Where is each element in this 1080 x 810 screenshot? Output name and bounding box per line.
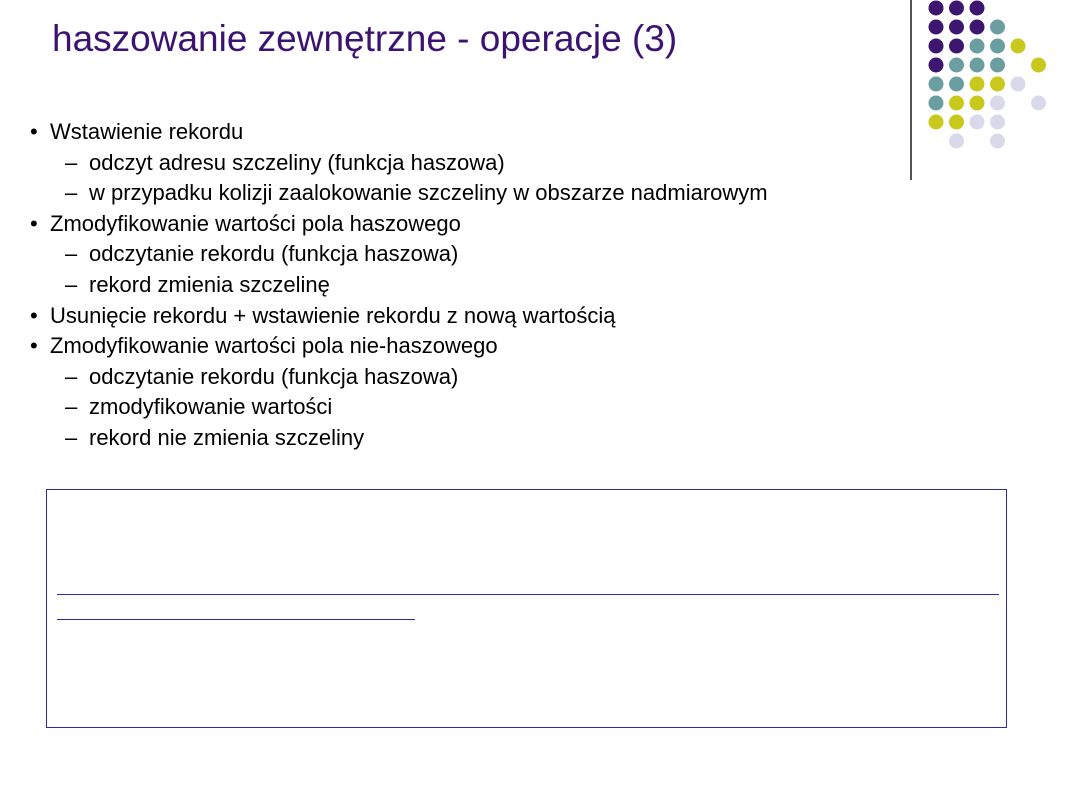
sub-bullet-text: odczyt adresu szczeliny (funkcja haszowa) (89, 149, 505, 175)
dash-marker: – (65, 180, 78, 206)
decorative-dot (929, 39, 944, 54)
dash-marker: – (65, 363, 78, 389)
sub-bullet-item (30, 239, 1080, 270)
dash-marker: – (65, 424, 78, 450)
decorative-dot (929, 58, 944, 73)
bullet-item (30, 117, 1080, 148)
bullet-item (30, 331, 1080, 362)
dash-marker: – (65, 149, 78, 175)
sub-bullet-text: odczytanie rekordu (funkcja haszowa) (89, 241, 459, 267)
note-underline-long (57, 594, 999, 595)
decorative-dot (990, 20, 1005, 35)
sub-bullet-item (30, 362, 1080, 393)
decorative-dot (1031, 58, 1046, 73)
decorative-dot (970, 77, 985, 92)
decorative-dot (970, 20, 985, 35)
sub-bullet-item (30, 270, 1080, 301)
bullet-marker: • (30, 210, 38, 236)
bullet-marker: • (30, 119, 38, 144)
sub-bullet-text: rekord nie zmienia szczeliny (89, 424, 365, 450)
bullet-item (30, 209, 1080, 240)
note-box (46, 489, 1007, 728)
dash-marker: – (65, 394, 78, 420)
decorative-dot (990, 77, 1005, 92)
decorative-dot (1031, 96, 1046, 111)
decorative-dot (970, 39, 985, 54)
decorative-dot (949, 77, 964, 92)
decorative-dot (970, 1, 985, 16)
sub-bullet-item (30, 148, 1080, 179)
decorative-dot (949, 39, 964, 54)
sub-bullet-text: rekord zmienia szczelinę (89, 271, 330, 297)
note-underline-short (57, 619, 415, 620)
decorative-dot (929, 20, 944, 35)
bullet-text: Zmodyfikowanie wartości pola nie-haszowego (50, 333, 498, 359)
decorative-dot (1011, 39, 1026, 54)
bullet-text: Zmodyfikowanie wartości pola haszowego (50, 210, 461, 236)
decorative-dot (970, 96, 985, 111)
sub-bullet-item (30, 178, 1080, 209)
sub-bullet-text: odczytanie rekordu (funkcja haszowa) (89, 363, 459, 389)
sub-bullet-text: zmodyfikowanie wartości (89, 394, 333, 420)
decorative-dot (929, 96, 944, 111)
decorative-dot (949, 96, 964, 111)
sub-bullet-text: w przypadku kolizji zaalokowanie szczeliny w obszarze nadmiarowym (89, 180, 768, 206)
decorative-dot (990, 96, 1005, 111)
decorative-dot (1011, 77, 1026, 92)
decorative-dot (949, 58, 964, 73)
decorative-dot (970, 58, 985, 73)
bullet-text: Usunięcie rekordu + wstawienie rekordu z nową wartością (50, 302, 616, 328)
bullet-list (30, 117, 1080, 454)
decorative-dot (929, 77, 944, 92)
bullet-text: Wstawienie rekordu (50, 119, 244, 144)
bullet-item (30, 301, 1080, 332)
sub-bullet-item (30, 392, 1080, 423)
dash-marker: – (65, 271, 78, 297)
bullet-marker: • (30, 302, 38, 328)
slide-title: haszowanie zewnętrzne - operacje (3) (52, 18, 678, 59)
decorative-dot (949, 1, 964, 16)
decorative-dot (929, 1, 944, 16)
bullet-marker: • (30, 333, 38, 359)
decorative-dot (990, 39, 1005, 54)
sub-bullet-item (30, 423, 1080, 454)
decorative-dot (949, 20, 964, 35)
decorative-dot (990, 58, 1005, 73)
dash-marker: – (65, 241, 78, 267)
